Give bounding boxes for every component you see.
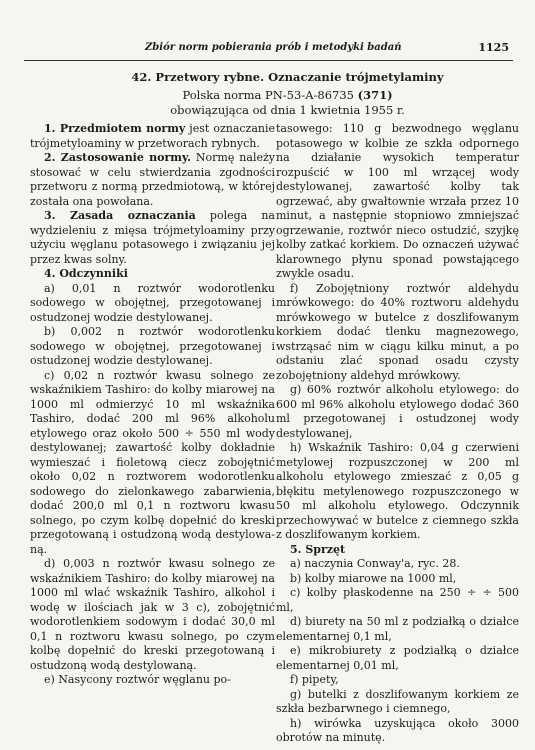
equipment-heading: 5. Sprzęt [290, 542, 346, 556]
paragraph-4-heading [30, 267, 275, 282]
equipment-c: c) kolby płaskodenne na 250 ÷ ÷ 500 ml, [276, 586, 519, 614]
paragraph-3-text: polega na wydzieleniu z mięsa trójmetyloaminy przy użyciu węglanu potasowego i związaniu jej przez kwas solny. [30, 209, 275, 266]
paragraph-1-heading: 1. Przedmiotem normy [44, 122, 186, 135]
reagent-e-continued: tasowego: 110 g bezwodnego węglanu potasowego w kolbie ze szkła odpornego na działanie wysokich temperatur rozpuścić w 100 ml wrzącej wody destylowanej, zawartość kolby tak ogrzewać, aby gwałtownie wrzała przez 10 minut, a następnie stopniowo zmniejszać ogrzewanie, roztwór nieco ostudzić, szyjkę kolby zatkać korkiem. Do oznaczeń używać klarownego płynu sponad powstającego zwykle osadu. [276, 122, 519, 280]
reagent-h: h) Wskaźnik Tashiro: 0,04 g czerwieni metylowej rozpuszczonej w 200 ml alkoholu etylowego zmieszać z 0,05 g błękitu metylenowego rozpuszczonego w 50 ml alkoholu etylowego. Odczynnik przechowywać w butelce z ciemnego szkła z doszlifowanym korkiem. [276, 441, 519, 541]
reagent-g: g) 60% roztwór alkoholu etylowego: do 600 ml 96% alkoholu etylowego dodać 360 ml przegotowanej i ostudzonej wody destylowanej, [276, 383, 519, 440]
right-column [276, 122, 519, 746]
reagents-heading: 4. Odczynniki [44, 267, 128, 280]
paragraph-1-text: jest oznaczanie trójmetyloaminy w przetworach rybnych. [30, 122, 276, 150]
paragraph-3-heading: 3. Zasada oznaczania [44, 209, 196, 222]
equipment-f: f) pipety, [290, 673, 339, 686]
equipment-e: e) mikrobiurety z podziałką o działce elementarnej 0,01 ml, [276, 644, 519, 672]
reagent-d: d) 0,003 n roztwór kwasu solnego ze wskaźnikiem Tashiro: do kolby miarowej na 1000 ml wlać wskaźnik Tashiro, alkohol i wodę w ilościach jak w 3 c), zobojętnić wodorotlenkiem sodowym i dodać 30,0 ml 0,1 n roztworu kwasu solnego, po czym kolbę dopełnić do kreski przegotowaną i ostudzoną wodą destylowaną. [30, 557, 275, 672]
standard-number: (371) [357, 88, 393, 102]
reagent-b: b) 0,002 n roztwór wodorotlenku sodowego w obojętnej, przegotowanej i ostudzonej wodzie destylowanej. [30, 325, 275, 367]
reagent-e-start: e) Nasycony roztwór węglanu po- [44, 673, 231, 686]
standard-validity: obowiązująca od dnia 1 kwietnia 1955 r. [170, 103, 405, 117]
paragraph-2-heading: 2. Zastosowanie normy. [44, 151, 191, 164]
paragraph-1 [30, 122, 275, 151]
running-header [0, 40, 535, 56]
equipment-a: a) naczynia Conway'a, ryc. 28. [290, 557, 460, 570]
standard-info [0, 88, 535, 118]
reagent-a: a) 0,01 n roztwór wodorotlenku sodowego w obojętnej, przegotowanej i ostudzonej wodzie destylowanej. [30, 281, 275, 324]
paragraph-3 [30, 209, 275, 267]
header-rule [24, 60, 513, 61]
reagent-c: c) 0,02 n roztwór kwasu solnego ze wskaźnikiem Tashiro: do kolby miarowej na 1000 ml odmierzyć 10 ml wskaźnika Tashiro, dodać 200 ml 96% alkoholu etylowego oraz około 500 ÷ 550 ml wody destylowanej; zawartość kolby dokładnie wymieszać i fioletową ciecz zobojętnić około 0,02 n roztworem wodorotlenku sodowego do zielonkawego zabarwienia, dodać 200,0 ml 0,1 n roztworu kwasu solnego, po czym kolbę dopełnić do kreski przegotowaną i ostudzoną wodą destylowaną. [30, 368, 275, 556]
standard-line: Polska norma PN-53-A-86735 [182, 88, 354, 102]
paragraph-2-text: Normę należy stosować w celu stwierdzania zgodności przetworu z normą przedmiotową, w której została ona powołana. [30, 151, 275, 208]
paragraph-2 [30, 151, 275, 209]
reagent-f: f) Zobojętniony roztwór aldehydu mrówkowego: do 40% roztworu aldehydu mrówkowego w butelce z doszlifowanym korkiem dodać tlenku magnezowego, wstrząsać nim w ciągu kilku minut, a po odstaniu zlać sponad osadu czysty zobojętniony aldehyd mrówkowy. [276, 281, 519, 382]
equipment-b: b) kolby miarowe na 1000 ml, [290, 571, 457, 585]
page-number: 1125 [478, 41, 509, 54]
equipment-d: d) biurety na 50 ml z podziałką o działce elementarnej 0,1 ml, [276, 615, 519, 643]
equipment-g: g) butelki z doszlifowanym korkiem ze szkła bezbarwnego i ciemnego, [276, 687, 519, 715]
section-title: 42. Przetwory rybne. Oznaczanie trójmetylaminy [131, 70, 444, 84]
equipment-h: h) wirówka uzyskująca około 3000 obrotów na minutę. [276, 716, 519, 744]
left-column [30, 122, 275, 688]
running-title: Zbiór norm pobierania prób i metodyki badań [145, 42, 402, 53]
equipment-heading-para [276, 543, 519, 558]
